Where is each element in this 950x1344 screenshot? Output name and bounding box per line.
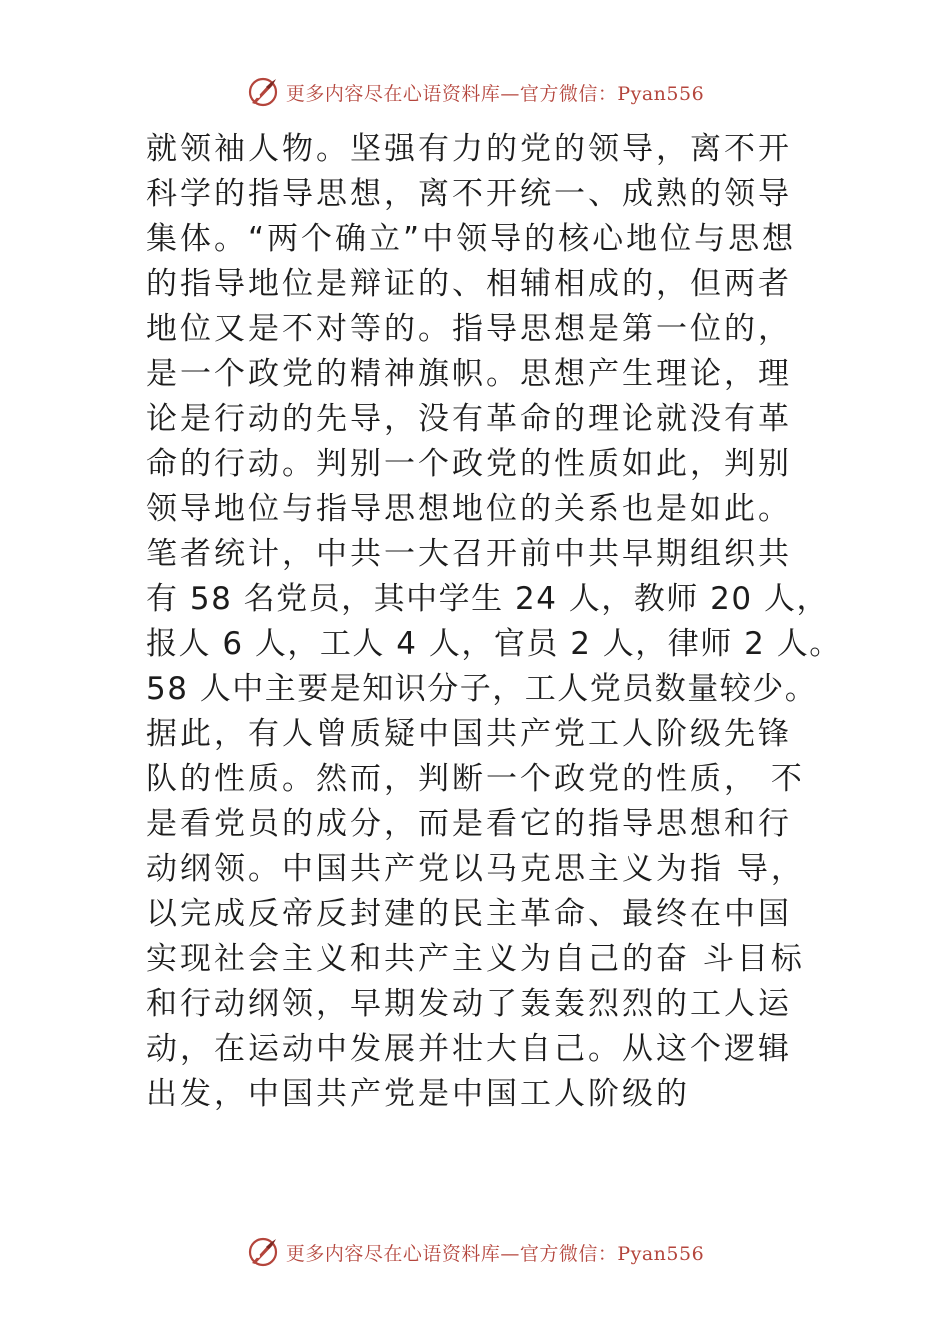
text-line: 笔者统计，中共一大召开前中共早期组织共	[146, 536, 792, 572]
text-line: 是看党员的成分，而是看它的指导思想和行	[146, 806, 792, 842]
text-line: 和行动纲领，早期发动了轰轰烈烈的工人运	[146, 986, 792, 1022]
text-line: 论是行动的先导，没有革命的理论就没有革	[146, 401, 792, 437]
footer-banner	[0, 1232, 950, 1272]
text-line: 动纲领。中国共产党以马克思主义为指 导，	[146, 851, 805, 887]
text-line: 科学的指导思想，离不开统一、成熟的领导	[146, 176, 792, 212]
text-line: 集体。“两个确立”中领导的核心地位与思想	[146, 221, 797, 257]
quill-pen-logo-icon	[246, 75, 280, 109]
text-line: 就领袖人物。坚强有力的党的领导，离不开	[146, 131, 792, 167]
text-line: 地位又是不对等的。指导思想是第一位的，	[146, 311, 792, 347]
text-line: 动，在运动中发展并壮大自己。从这个逻辑	[146, 1031, 792, 1067]
text-line: 实现社会主义和共产主义为自己的奋 斗目标	[146, 941, 805, 977]
text-line: 命的行动。判别一个政党的性质如此，判别	[146, 446, 792, 482]
banner-text: 更多内容尽在心语资料库—官方微信：Pyan556	[285, 82, 705, 105]
text-line: 报人 6 人，工人 4 人，官员 2 人，律师 2 人。	[146, 626, 842, 662]
text-line: 队的性质。然而，判断一个政党的性质， 不	[146, 761, 805, 797]
banner-text: 更多内容尽在心语资料库—官方微信：Pyan556	[285, 1242, 705, 1265]
text-line: 领导地位与指导思想地位的关系也是如此。	[146, 491, 792, 527]
text-line: 是一个政党的精神旗帜。思想产生理论，理	[146, 356, 792, 392]
text-line: 58 人中主要是知识分子，工人党员数量较少。	[146, 671, 818, 707]
article-body	[146, 127, 846, 1117]
header-banner	[0, 72, 950, 112]
text-line: 以完成反帝反封建的民主革命、最终在中国	[146, 896, 792, 932]
text-line: 据此，有人曾质疑中国共产党工人阶级先锋	[146, 716, 792, 752]
quill-pen-logo-icon	[246, 1235, 280, 1269]
text-line: 有 58 名党员，其中学生 24 人，教师 20 人，	[146, 581, 829, 617]
text-line: 出发，中国共产党是中国工人阶级的	[146, 1076, 690, 1112]
text-line: 的指导地位是辩证的、相辅相成的，但两者	[146, 266, 792, 302]
